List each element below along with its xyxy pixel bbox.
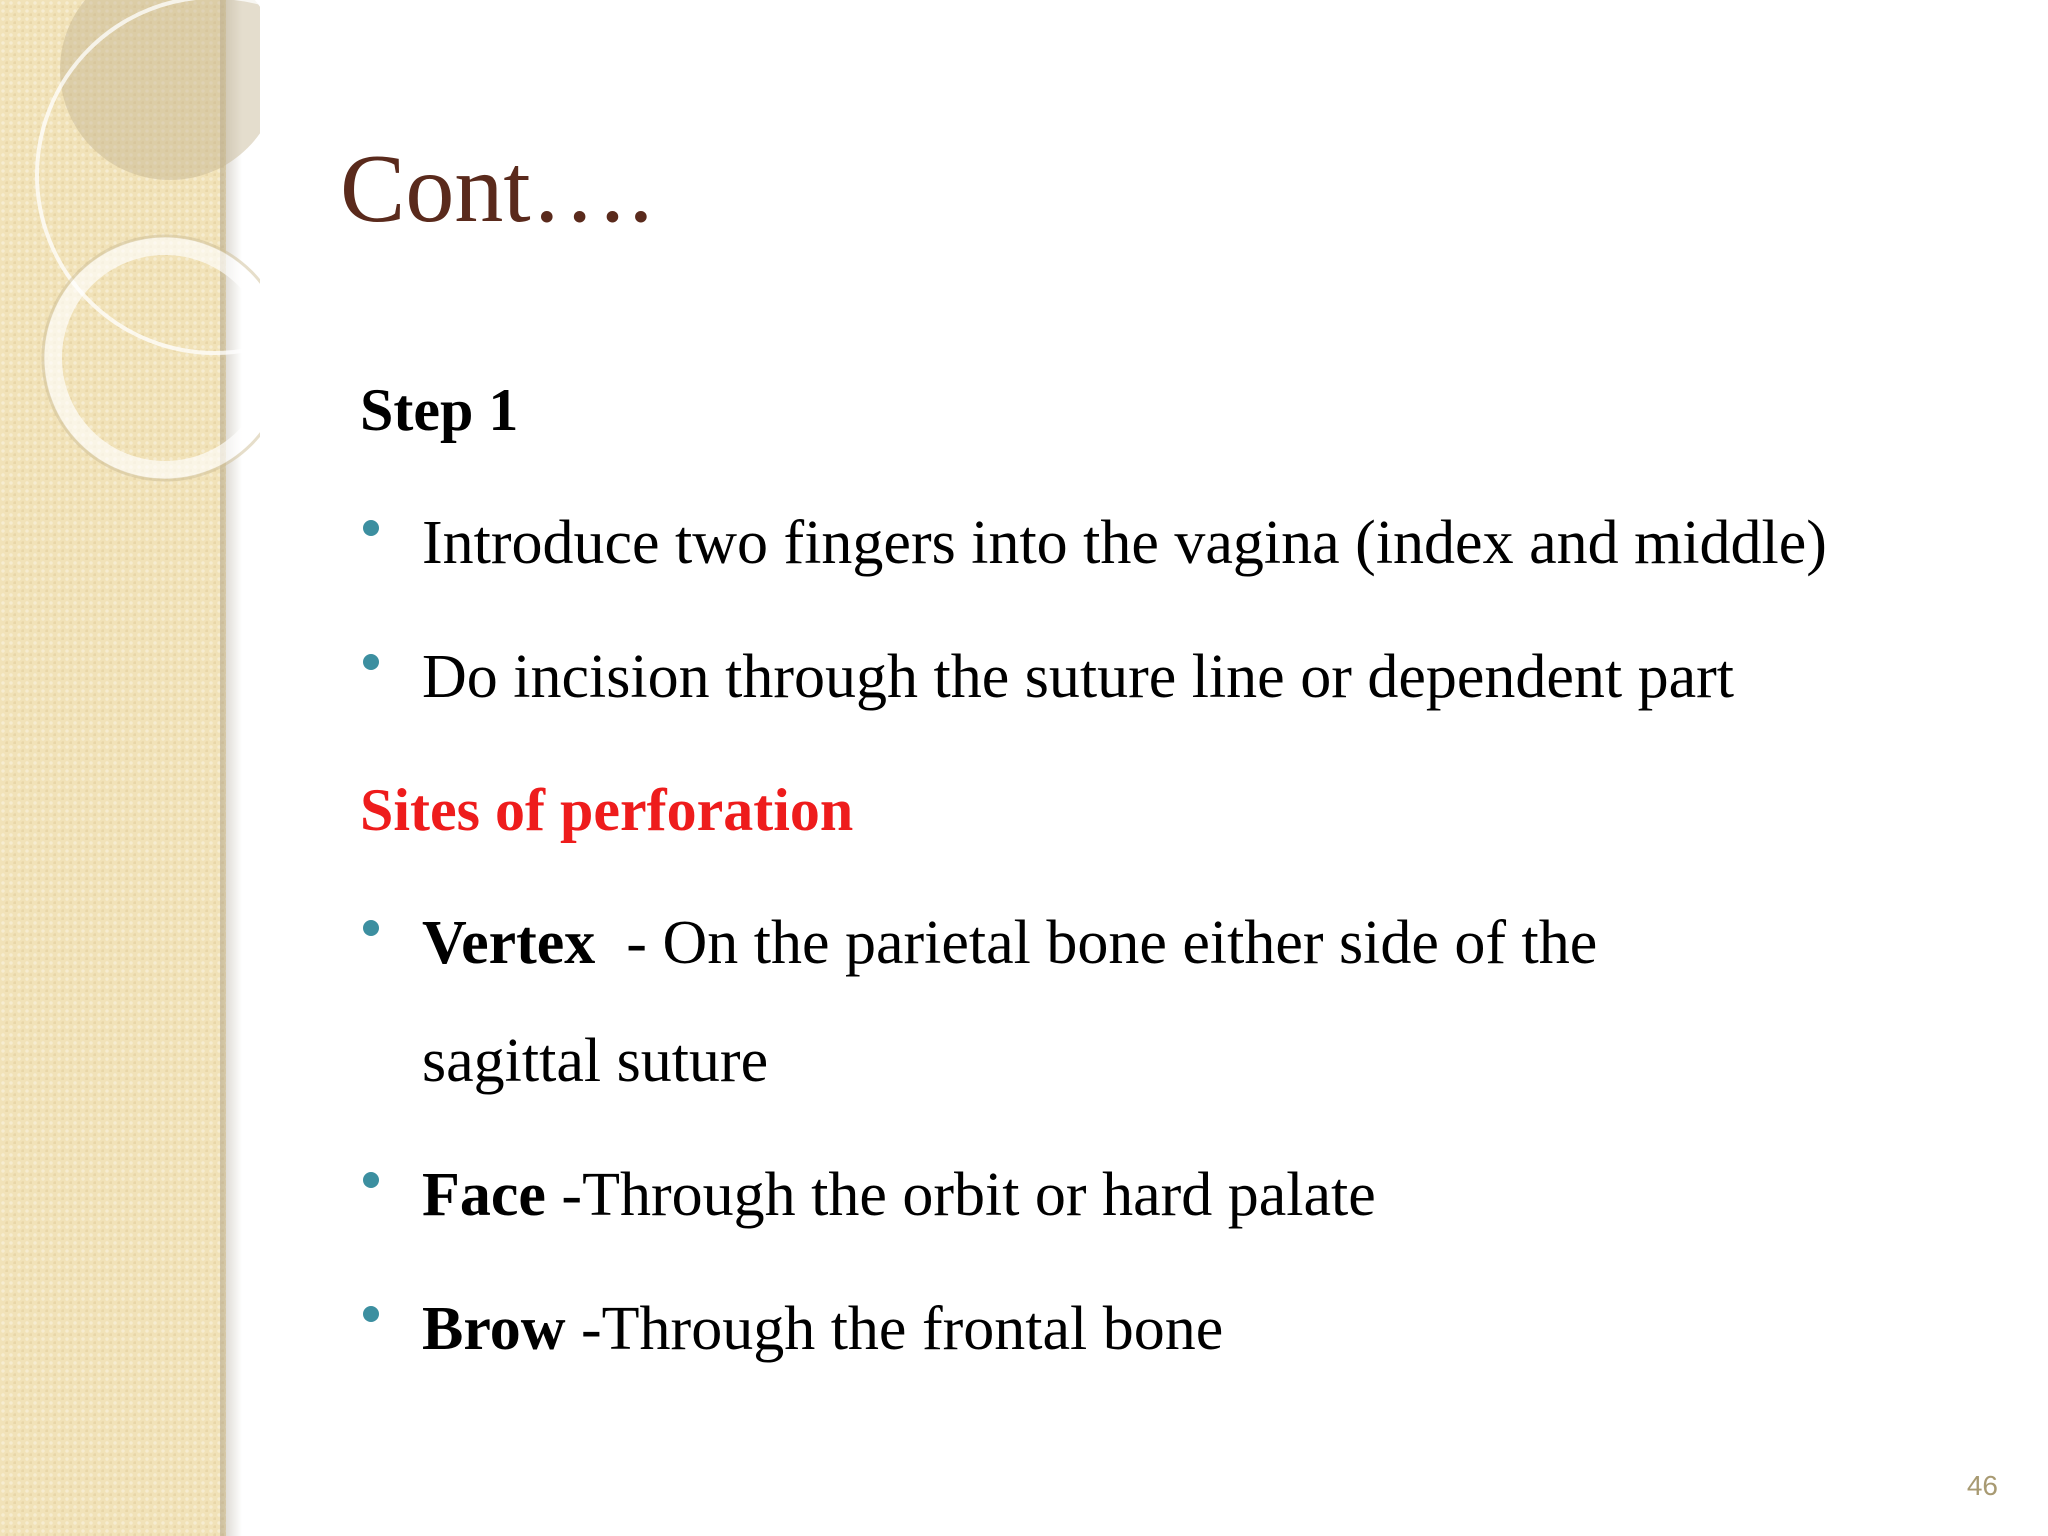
- site-description-continuation: sagittal suture: [422, 1027, 769, 1095]
- bullet-line: [422, 1161, 2000, 1229]
- site-term: Brow: [422, 1295, 566, 1363]
- site-description: -Through the orbit or hard palate: [545, 1161, 1376, 1229]
- bullet-dot-icon: [363, 654, 379, 670]
- step-heading: Step 1: [360, 377, 519, 443]
- site-term: Vertex: [422, 909, 596, 977]
- sites-heading: Sites of perforation: [360, 777, 854, 843]
- list-item: [360, 509, 2000, 577]
- bullet-text: Introduce two fingers into the vagina (index and middle): [422, 509, 1827, 577]
- bullet-line: [422, 1295, 2000, 1363]
- bullet-dot-icon: [363, 1172, 379, 1188]
- page-number: 46: [1966, 1470, 1998, 1501]
- bullet-text: Do incision through the suture line or dependent part: [422, 643, 1735, 711]
- list-item: [360, 643, 2000, 711]
- site-description: -Through the frontal bone: [565, 1295, 1224, 1363]
- slide-content: [360, 377, 2000, 1432]
- decorative-rings: [0, 0, 260, 520]
- site-description: - On the parietal bone either side of the: [595, 909, 1598, 977]
- bullet-dot-icon: [363, 1306, 379, 1322]
- list-item-brow: [360, 1295, 2000, 1363]
- bullet-dot-icon: [363, 920, 379, 936]
- bullet-dot-icon: [363, 520, 379, 536]
- list-item-face: [360, 1161, 2000, 1229]
- list-item-vertex: [360, 909, 2000, 1095]
- slide-title: Cont….: [340, 135, 654, 243]
- bullet-line: [422, 909, 2000, 977]
- site-term: Face: [422, 1161, 546, 1229]
